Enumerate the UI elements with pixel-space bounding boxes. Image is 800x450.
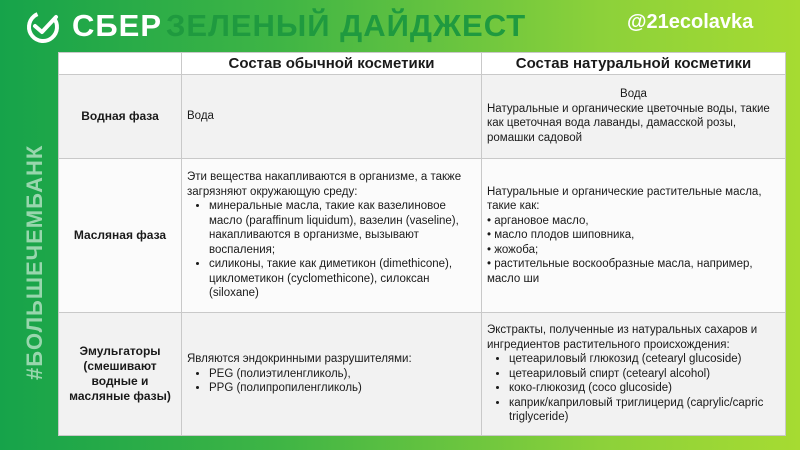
emulsifiers-regular-list: [187, 367, 476, 396]
header: [0, 0, 800, 50]
oil-regular-cell: [182, 158, 482, 312]
list-item: • PPG (полипропиленгликоль): [209, 381, 476, 396]
list-item: • цетеариловый спирт (cetearyl alcohol): [509, 367, 780, 382]
list-item: • масло плодов шиповника,: [487, 229, 635, 241]
page-title: ЗЕЛЕНЫЙ ДАЙДЖЕСТ: [166, 8, 527, 43]
emulsifiers-regular-intro: Являются эндокринными разрушителями:: [187, 353, 412, 366]
row-label-water: Водная фаза: [59, 74, 182, 158]
sber-logo-icon: [26, 10, 60, 44]
column-header-natural: Состав натуральной косметики: [482, 53, 786, 75]
table-row-water: [59, 74, 786, 158]
list-item: • цетеариловый глюкозид (cetearyl glucoside): [509, 352, 780, 367]
list-item: • каприк/каприловый триглицерид (caprylic/capric triglyceride): [509, 396, 780, 425]
emulsifiers-regular-cell: [182, 312, 482, 435]
emulsifiers-natural-intro: Экстракты, полученные из натуральных сахаров и ингредиентов растительного происхождения:: [487, 324, 758, 351]
vertical-hashtag: #БОЛЬШЕЧЕМБАНК: [22, 144, 47, 380]
water-natural-text: Натуральные и органические цветочные воды, такие как цветочная вода лаванды, дамасской розы, ромашки садовой: [487, 102, 770, 144]
oil-regular-intro: Эти вещества накапливаются в организме, а также загрязняют окружающую среду:: [187, 171, 462, 198]
table-row-oil: [59, 158, 786, 312]
comparison-table: [58, 52, 785, 436]
list-item: • PEG (полиэтиленгликоль),: [209, 367, 476, 382]
column-header-empty: [59, 53, 182, 75]
list-item: • силиконы, такие как диметикон (dimethicone), циклометикон (cyclomethicone), силоксан (siloxane): [209, 257, 476, 301]
list-item: • коко-глюкозид (coco glucoside): [509, 381, 780, 396]
oil-regular-list: [187, 199, 476, 301]
water-regular-cell: Вода: [182, 74, 482, 158]
list-item: • жожоба;: [487, 243, 539, 256]
row-label-emulsifiers: Эмульгаторы (смешивают водные и масляные фазы): [59, 312, 182, 435]
table-row-emulsifiers: [59, 312, 786, 435]
emulsifiers-natural-list: [487, 352, 780, 425]
water-natural-cell: [482, 74, 786, 158]
column-header-regular: Состав обычной косметики: [182, 53, 482, 75]
list-item: • минеральные масла, такие как вазелиновое масло (paraffinum liquidum), вазелин (vaseline), накапливаются в организме, вызывают воспаления;: [209, 199, 476, 257]
list-item: • аргановое масло,: [487, 214, 589, 227]
water-natural-title: Вода: [620, 88, 647, 101]
emulsifiers-natural-cell: [482, 312, 786, 435]
brand-name: СБЕР: [72, 8, 163, 43]
oil-natural-cell: [482, 158, 786, 312]
list-item: • растительные воскообразные масла, например, масло ши: [487, 258, 753, 285]
row-label-oil: Масляная фаза: [59, 158, 182, 312]
social-handle: @21ecolavka: [627, 11, 754, 33]
oil-natural-intro: Натуральные и органические растительные масла, такие как:: [487, 185, 762, 212]
